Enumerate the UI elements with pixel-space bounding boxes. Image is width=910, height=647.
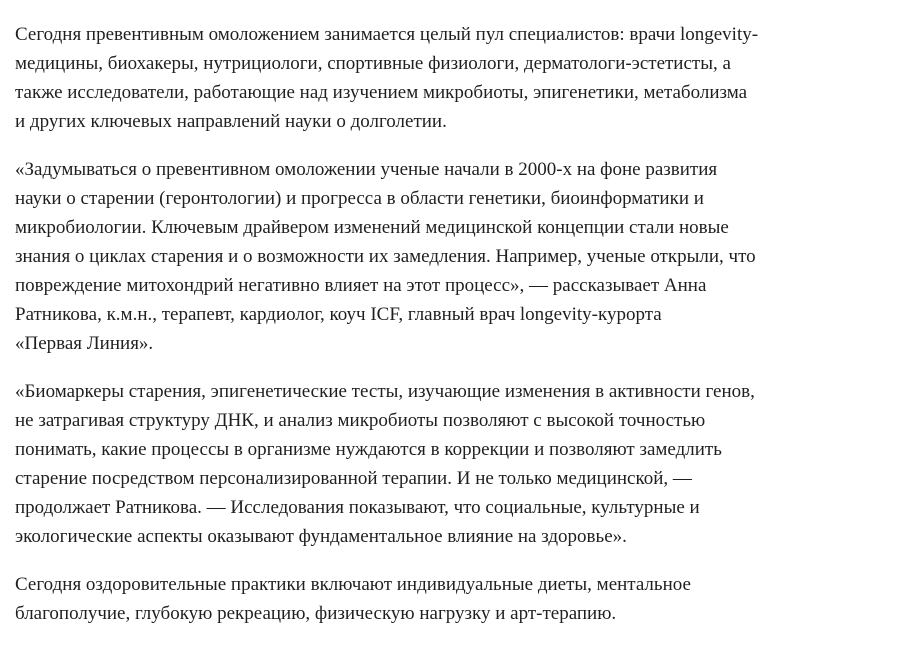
text-line: не затрагивая структуру ДНК, и анализ микробиоты позволяют с высокой точностью xyxy=(15,410,706,431)
text-line: экологические аспекты оказывают фундаментальное влияние на здоровье». xyxy=(15,526,627,547)
text-line: Сегодня оздоровительные практики включают индивидуальные диеты, ментальное xyxy=(15,574,691,595)
text-line: науки о старении (геронтологии) и прогресса в области генетики, биоинформатики и xyxy=(15,188,704,209)
text-line: Сегодня превентивным омоложением занимается целый пул специалистов: врачи longevity- xyxy=(15,24,759,45)
text-line: знания о циклах старения и о возможности их замедления. Например, ученые открыли, что xyxy=(15,246,756,267)
text-line: «Задумываться о превентивном омоложении ученые начали в 2000-х на фоне развития xyxy=(15,159,718,180)
paragraph-practices xyxy=(15,570,905,628)
text-line: повреждение митохондрий негативно влияет на этот процесс», — рассказывает Анна xyxy=(15,275,707,296)
text-line: медицины, биохакеры, нутрициологи, спортивные физиологи, дерматологи-эстетисты, а xyxy=(15,53,731,74)
text-line: «Биомаркеры старения, эпигенетические тесты, изучающие изменения в активности генов, xyxy=(15,381,755,402)
text-line: также исследователи, работающие над изучением микробиоты, эпигенетики, метаболизма xyxy=(15,82,748,103)
text-line: благополучие, глубокую рекреацию, физическую нагрузку и арт-терапию. xyxy=(15,603,617,624)
text-line: «Первая Линия». xyxy=(15,333,154,354)
text-line: понимать, какие процессы в организме нуждаются в коррекции и позволяют замедлить xyxy=(15,439,722,460)
text-line: продолжает Ратникова. — Исследования показывают, что социальные, культурные и xyxy=(15,497,700,518)
paragraph-specialists xyxy=(15,20,905,136)
paragraph-quote-history xyxy=(15,155,905,358)
text-line: старение посредством персонализированной терапии. И не только медицинской, — xyxy=(15,468,692,489)
text-line: Ратникова, к.м.н., терапевт, кардиолог, коуч ICF, главный врач longevity-курорта xyxy=(15,304,662,325)
article-body xyxy=(15,20,905,647)
text-line: микробиологии. Ключевым драйвером изменений медицинской концепции стали новые xyxy=(15,217,729,238)
paragraph-quote-biomarkers xyxy=(15,377,905,551)
text-line: и других ключевых направлений науки о долголетии. xyxy=(15,111,447,132)
